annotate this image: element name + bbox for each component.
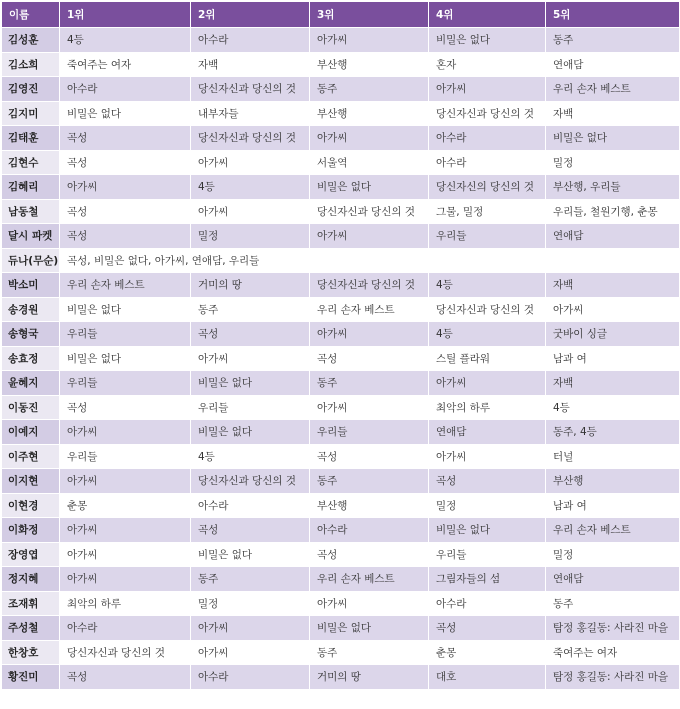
reviewer-name: 이지현 [2, 469, 60, 494]
rank-2-cell: 자백 [191, 52, 310, 77]
header-rank-1: 1위 [60, 2, 191, 28]
rank-1-cell: 우리들 [60, 322, 191, 347]
rank-1-cell: 죽여주는 여자 [60, 52, 191, 77]
reviewer-name: 정지혜 [2, 567, 60, 592]
rank-1-cell: 우리들 [60, 444, 191, 469]
rank-2-cell: 우리들 [191, 395, 310, 420]
rank-3-cell: 곡성 [310, 346, 429, 371]
table-body [2, 28, 680, 690]
rank-1-cell: 아가씨 [60, 469, 191, 494]
rank-2-cell: 당신자신과 당신의 것 [191, 77, 310, 102]
rank-1-cell: 곡성 [60, 126, 191, 151]
reviewer-name: 조재휘 [2, 591, 60, 616]
rank-4-cell: 그물, 밀정 [429, 199, 546, 224]
rank-5-cell: 동주, 4등 [546, 420, 680, 445]
header-rank-3: 3위 [310, 2, 429, 28]
rank-3-cell: 당신자신과 당신의 것 [310, 273, 429, 298]
rank-1-cell: 곡성 [60, 150, 191, 175]
rank-2-cell: 밀정 [191, 224, 310, 249]
rank-5-cell: 자백 [546, 371, 680, 396]
rank-5-cell: 우리들, 철원기행, 춘몽 [546, 199, 680, 224]
rank-1-cell: 곡성 [60, 199, 191, 224]
rank-2-cell: 내부자들 [191, 101, 310, 126]
rank-4-cell: 스틸 플라워 [429, 346, 546, 371]
rank-4-cell: 아가씨 [429, 371, 546, 396]
rank-5-cell: 우리 손자 베스트 [546, 518, 680, 543]
reviewer-name: 김소희 [2, 52, 60, 77]
table-row [2, 126, 680, 151]
rank-2-cell: 아가씨 [191, 616, 310, 641]
rank-4-cell: 혼자 [429, 52, 546, 77]
rank-4-cell: 당신자신의 당신의 것 [429, 175, 546, 200]
rank-2-cell: 거미의 땅 [191, 273, 310, 298]
table-row [2, 518, 680, 543]
rank-1-cell: 당신자신과 당신의 것 [60, 640, 191, 665]
rank-3-cell: 곡성 [310, 542, 429, 567]
rank-4-cell: 그림자들의 섬 [429, 567, 546, 592]
rank-5-cell: 자백 [546, 273, 680, 298]
rank-4-cell: 연애담 [429, 420, 546, 445]
rank-2-cell: 동주 [191, 567, 310, 592]
table-row [2, 273, 680, 298]
rank-3-cell: 부산행 [310, 101, 429, 126]
rank-3-cell: 동주 [310, 640, 429, 665]
rank-1-cell: 우리 손자 베스트 [60, 273, 191, 298]
rank-5-cell: 밀정 [546, 150, 680, 175]
rank-1-cell: 아가씨 [60, 542, 191, 567]
rank-4-cell: 춘몽 [429, 640, 546, 665]
rank-3-cell: 곡성 [310, 444, 429, 469]
rank-1-cell: 아가씨 [60, 567, 191, 592]
rank-5-cell: 남과 여 [546, 346, 680, 371]
table-row [2, 420, 680, 445]
rank-2-cell: 동주 [191, 297, 310, 322]
rank-5-cell: 비밀은 없다 [546, 126, 680, 151]
reviewer-name: 황진미 [2, 665, 60, 690]
rank-5-cell: 연애담 [546, 224, 680, 249]
rank-1-cell: 아가씨 [60, 420, 191, 445]
table-row [2, 493, 680, 518]
rank-4-cell: 당신자신과 당신의 것 [429, 101, 546, 126]
rank-5-cell: 굿바이 싱글 [546, 322, 680, 347]
rank-4-cell: 비밀은 없다 [429, 28, 546, 53]
rank-4-cell: 4등 [429, 273, 546, 298]
reviewer-name: 장영엽 [2, 542, 60, 567]
table-row [2, 224, 680, 249]
header-rank-4: 4위 [429, 2, 546, 28]
rank-5-cell: 탐정 홍길동: 사라진 마을 [546, 616, 680, 641]
table-row [2, 297, 680, 322]
rank-4-cell: 곡성 [429, 469, 546, 494]
header-row [2, 2, 680, 28]
reviewer-name: 박소미 [2, 273, 60, 298]
rank-2-cell: 곡성 [191, 322, 310, 347]
reviewer-name: 송경원 [2, 297, 60, 322]
rank-3-cell: 아가씨 [310, 224, 429, 249]
table-row [2, 28, 680, 53]
rank-5-cell: 아가씨 [546, 297, 680, 322]
rank-3-cell: 당신자신과 당신의 것 [310, 199, 429, 224]
rank-4-cell: 아수라 [429, 150, 546, 175]
rank-1-cell: 아수라 [60, 616, 191, 641]
table-row [2, 199, 680, 224]
rank-2-cell: 아가씨 [191, 346, 310, 371]
rank-2-cell: 밀정 [191, 591, 310, 616]
rank-3-cell: 아가씨 [310, 28, 429, 53]
rank-3-cell: 비밀은 없다 [310, 616, 429, 641]
rank-2-cell: 아수라 [191, 493, 310, 518]
rank-4-cell: 아가씨 [429, 444, 546, 469]
rank-1-cell: 우리들 [60, 371, 191, 396]
rank-2-cell: 4등 [191, 444, 310, 469]
rank-3-cell: 우리 손자 베스트 [310, 567, 429, 592]
rank-1-cell: 곡성 [60, 224, 191, 249]
reviewer-name: 김혜리 [2, 175, 60, 200]
table-row [2, 175, 680, 200]
rank-2-cell: 당신자신과 당신의 것 [191, 469, 310, 494]
table-row [2, 77, 680, 102]
header-rank-2: 2위 [191, 2, 310, 28]
rank-2-cell: 아수라 [191, 28, 310, 53]
rank-5-cell: 부산행 [546, 469, 680, 494]
reviewer-name: 이현경 [2, 493, 60, 518]
rank-3-cell: 아가씨 [310, 591, 429, 616]
rank-3-cell: 아수라 [310, 518, 429, 543]
table-row [2, 150, 680, 175]
rank-1-cell: 최악의 하루 [60, 591, 191, 616]
rank-1-cell: 곡성 [60, 665, 191, 690]
rank-1-cell: 춘몽 [60, 493, 191, 518]
rank-2-cell: 비밀은 없다 [191, 371, 310, 396]
rank-1-cell: 비밀은 없다 [60, 297, 191, 322]
reviewer-name: 송효정 [2, 346, 60, 371]
rank-5-cell: 연애담 [546, 52, 680, 77]
rank-3-cell: 아가씨 [310, 322, 429, 347]
rank-2-cell: 4등 [191, 175, 310, 200]
rank-4-cell: 최악의 하루 [429, 395, 546, 420]
reviewer-name: 김현수 [2, 150, 60, 175]
rank-3-cell: 우리 손자 베스트 [310, 297, 429, 322]
rank-4-cell: 우리들 [429, 542, 546, 567]
reviewer-name: 듀나(무순) [2, 248, 60, 273]
reviewer-name: 한창호 [2, 640, 60, 665]
rank-5-cell: 탐정 홍길동: 사라진 마을 [546, 665, 680, 690]
reviewer-name: 김지미 [2, 101, 60, 126]
table-row [2, 665, 680, 690]
rank-4-cell: 대호 [429, 665, 546, 690]
table-row [2, 469, 680, 494]
rank-3-cell: 동주 [310, 371, 429, 396]
rank-5-cell: 부산행, 우리들 [546, 175, 680, 200]
rank-3-cell: 아가씨 [310, 126, 429, 151]
rank-1-cell: 4등 [60, 28, 191, 53]
rank-4-cell: 밀정 [429, 493, 546, 518]
rank-1-cell: 아가씨 [60, 175, 191, 200]
rank-2-cell: 아가씨 [191, 640, 310, 665]
rank-5-cell: 동주 [546, 591, 680, 616]
rank-2-cell: 당신자신과 당신의 것 [191, 126, 310, 151]
table-row [2, 591, 680, 616]
reviewer-name: 이동진 [2, 395, 60, 420]
rank-4-cell: 당신자신과 당신의 것 [429, 297, 546, 322]
rank-4-cell: 곡성 [429, 616, 546, 641]
table-row [2, 640, 680, 665]
header-name: 이름 [2, 2, 60, 28]
rank-1-cell: 곡성 [60, 395, 191, 420]
rank-3-cell: 거미의 땅 [310, 665, 429, 690]
rank-5-cell: 4등 [546, 395, 680, 420]
reviewer-name: 주성철 [2, 616, 60, 641]
rank-3-cell: 부산행 [310, 493, 429, 518]
table-row [2, 371, 680, 396]
reviewer-name: 김성훈 [2, 28, 60, 53]
rank-4-cell: 아수라 [429, 126, 546, 151]
rank-4-cell: 우리들 [429, 224, 546, 249]
rank-3-cell: 비밀은 없다 [310, 175, 429, 200]
rank-4-cell: 비밀은 없다 [429, 518, 546, 543]
rank-2-cell: 곡성 [191, 518, 310, 543]
rank-5-cell: 동주 [546, 28, 680, 53]
table-row [2, 248, 680, 273]
rank-5-cell: 터널 [546, 444, 680, 469]
rank-1-cell: 아수라 [60, 77, 191, 102]
rank-2-cell: 아가씨 [191, 150, 310, 175]
rank-3-cell: 아가씨 [310, 395, 429, 420]
rank-cell-merged: 곡성, 비밀은 없다, 아가씨, 연애담, 우리들 [60, 248, 680, 273]
rank-3-cell: 동주 [310, 77, 429, 102]
rank-2-cell: 비밀은 없다 [191, 542, 310, 567]
rank-3-cell: 부산행 [310, 52, 429, 77]
table-row [2, 322, 680, 347]
reviewer-name: 윤혜지 [2, 371, 60, 396]
rank-4-cell: 4등 [429, 322, 546, 347]
reviewer-name: 달시 파켓 [2, 224, 60, 249]
header-rank-5: 5위 [546, 2, 680, 28]
rank-2-cell: 비밀은 없다 [191, 420, 310, 445]
rank-4-cell: 아가씨 [429, 77, 546, 102]
reviewer-name: 송형국 [2, 322, 60, 347]
rank-3-cell: 우리들 [310, 420, 429, 445]
reviewer-name: 김영진 [2, 77, 60, 102]
rank-5-cell: 밀정 [546, 542, 680, 567]
table-row [2, 616, 680, 641]
table-row [2, 346, 680, 371]
rank-5-cell: 죽여주는 여자 [546, 640, 680, 665]
rank-5-cell: 남과 여 [546, 493, 680, 518]
table-row [2, 52, 680, 77]
table-row [2, 101, 680, 126]
rank-5-cell: 연애담 [546, 567, 680, 592]
rank-3-cell: 서울역 [310, 150, 429, 175]
reviewer-name: 이주현 [2, 444, 60, 469]
rank-2-cell: 아가씨 [191, 199, 310, 224]
reviewer-name: 이화정 [2, 518, 60, 543]
reviewer-name: 이예지 [2, 420, 60, 445]
rank-1-cell: 비밀은 없다 [60, 346, 191, 371]
rank-1-cell: 비밀은 없다 [60, 101, 191, 126]
reviewer-name: 남동철 [2, 199, 60, 224]
rank-5-cell: 우리 손자 베스트 [546, 77, 680, 102]
rank-1-cell: 아가씨 [60, 518, 191, 543]
rank-5-cell: 자백 [546, 101, 680, 126]
table-row [2, 395, 680, 420]
rank-2-cell: 아수라 [191, 665, 310, 690]
table-row [2, 542, 680, 567]
table-row [2, 444, 680, 469]
reviewer-name: 김태훈 [2, 126, 60, 151]
rank-3-cell: 동주 [310, 469, 429, 494]
rankings-table [1, 1, 680, 690]
rank-4-cell: 아수라 [429, 591, 546, 616]
table-row [2, 567, 680, 592]
